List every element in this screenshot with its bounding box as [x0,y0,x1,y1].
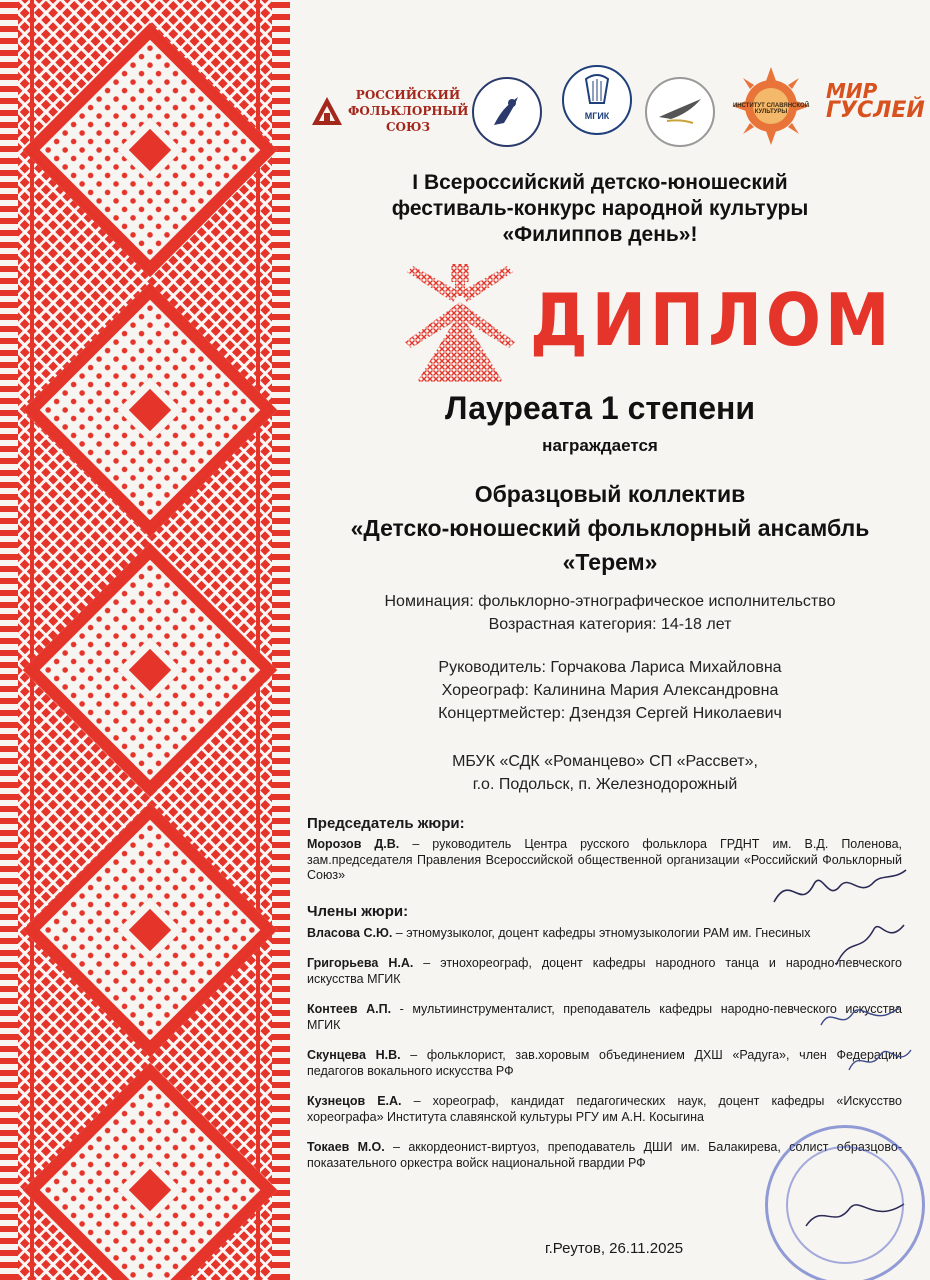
ram-gnesins-emblem-icon [474,79,540,145]
diploma-heading [385,262,894,387]
jury-member [307,956,902,987]
recipient-name [290,477,930,579]
jury-member [307,1002,902,1033]
awarded-label: награждается [542,436,658,455]
nomination-block [305,590,915,636]
jury-member-description: – аккордеонист-виртуоз, преподаватель ДШИ им. Балакирева, солист образцово-показательного оркестра войск национальной гвардии РФ [307,1140,902,1170]
jury-member-description: - мультиинструменталист, преподаватель кафедры народно-певческого искусства МГИК [307,1002,902,1032]
lyre-icon [564,67,630,111]
jury-member-description: – этнохореограф, доцент кафедры народного танца и народно-певческого искусства МГИК [307,956,902,986]
member-signature [830,915,910,975]
rfs-emblem-icon [310,95,344,129]
jury-chair-heading: Председатель жюри: [307,815,465,832]
jury-member-description: – хореограф, кандидат педагогических наук, доцент кафедры «Искусство хореографа» Института славянской культуры РГУ им А.Н. Косыгина [307,1094,902,1124]
organization-line1: МБУК «СДК «Романцево» СП «Рассвет», [452,753,758,770]
mir-gusley-line2: ГУСЛЕЙ [826,98,925,123]
slavic-culture-institute-logo [730,65,812,147]
jury-members-heading: Члены жюри: [307,902,409,920]
jury-member-name: Скунцева Н.В. [307,1048,401,1062]
cross-stitch-figure-icon [385,262,535,387]
official-stamp [765,1125,925,1280]
nomination-text: Номинация: фольклорно-этнографическое исполнительство [384,593,836,610]
member-signature [845,1040,915,1080]
festival-title-line3: «Филиппов день»! [502,223,698,246]
jury-member-name: Власова С.Ю. [307,925,393,940]
mgik-logo [562,65,632,135]
recipient-line1: Образцовый коллектив [474,481,746,507]
ornament-edge-left [0,0,18,1280]
member-signature [815,995,905,1040]
ram-gnesins-logo [472,77,542,147]
organization-line2: г.о. Подольск, п. Железнодорожный [472,776,738,793]
ryabinushka-logo [645,77,715,147]
ornament-stripe [30,0,34,1280]
jury-member-name: Григорьева Н.А. [307,956,414,970]
mir-gusley-line1: МИР [826,79,878,103]
jury-member-name: Токаев М.О. [307,1140,385,1154]
rfs-logo [310,85,470,141]
ornament-medallion [23,1063,278,1280]
jury-chair-description: – руководитель Центра русского фольклора ГРДНТ им. В.Д. Поленова, зам.председателя Правления Всероссийской общественной организации «Российский Фольклорный Союз» [307,837,903,882]
chair-signature [770,862,910,922]
recipient-line2: «Детско-юношеский фольклорный ансамбль [350,515,870,541]
jury-member [307,926,902,942]
festival-title-line2: фестиваль-конкурс народной культуры [391,197,809,220]
staff-block [305,656,915,725]
ornament-medallion [23,23,278,278]
jury-member-description: – фольклорист, зав.хоровым объединением ДХШ «Радуга», член Федерации педагогов вокального искусства РФ [307,1048,902,1078]
ornament-medallion [23,803,278,1058]
ornament-stripe [256,0,260,1280]
jury-member [307,1094,902,1125]
festival-title [300,170,900,248]
ornament-medallion [23,283,278,538]
festival-title-line1: I Всероссийский детско-юношеский [412,171,788,194]
recipient-line3: «Терем» [562,549,658,575]
diploma-title: ДИПЛОМ [530,278,894,362]
ornament-medallion [23,543,278,798]
leader-text: Руководитель: Горчакова Лариса Михайловна [438,659,782,676]
jury-member [307,1048,902,1079]
slavic-culture-institute-text: ИНСТИТУТ СЛАВЯНСКОЙ КУЛЬТУРЫ [732,103,810,115]
rfs-logo-text: РОССИЙСКИЙ ФОЛЬКЛОРНЫЙ СОЮЗ [348,88,469,134]
logos-row [300,65,925,155]
organization-block [300,750,910,796]
jury-member-name: Контеев А.П. [307,1002,392,1016]
laureate-degree: Лауреата 1 степени [445,390,755,426]
ornament-band [0,0,290,1280]
age-category-text: Возрастная категория: 14-18 лет [488,616,732,633]
accompanist-text: Концертмейстер: Дзендзя Сергей Николаевич [438,705,782,722]
bird-icon [647,79,713,145]
mgik-logo-text: МГИК [584,111,610,121]
jury-member-description: – этномузыколог, доцент кафедры этномузыкологии РАМ им. Гнесиных [392,925,811,940]
jury-chair-name: Морозов Д.В. [307,837,400,851]
choreographer-text: Хореограф: Калинина Мария Александровна [441,682,779,699]
jury-member-name: Кузнецов Е.А. [307,1094,402,1108]
mir-gusley-logo [820,77,925,137]
place-and-date: г.Реутов, 26.11.2025 [545,1240,684,1257]
ornament-edge-right [272,0,290,1280]
